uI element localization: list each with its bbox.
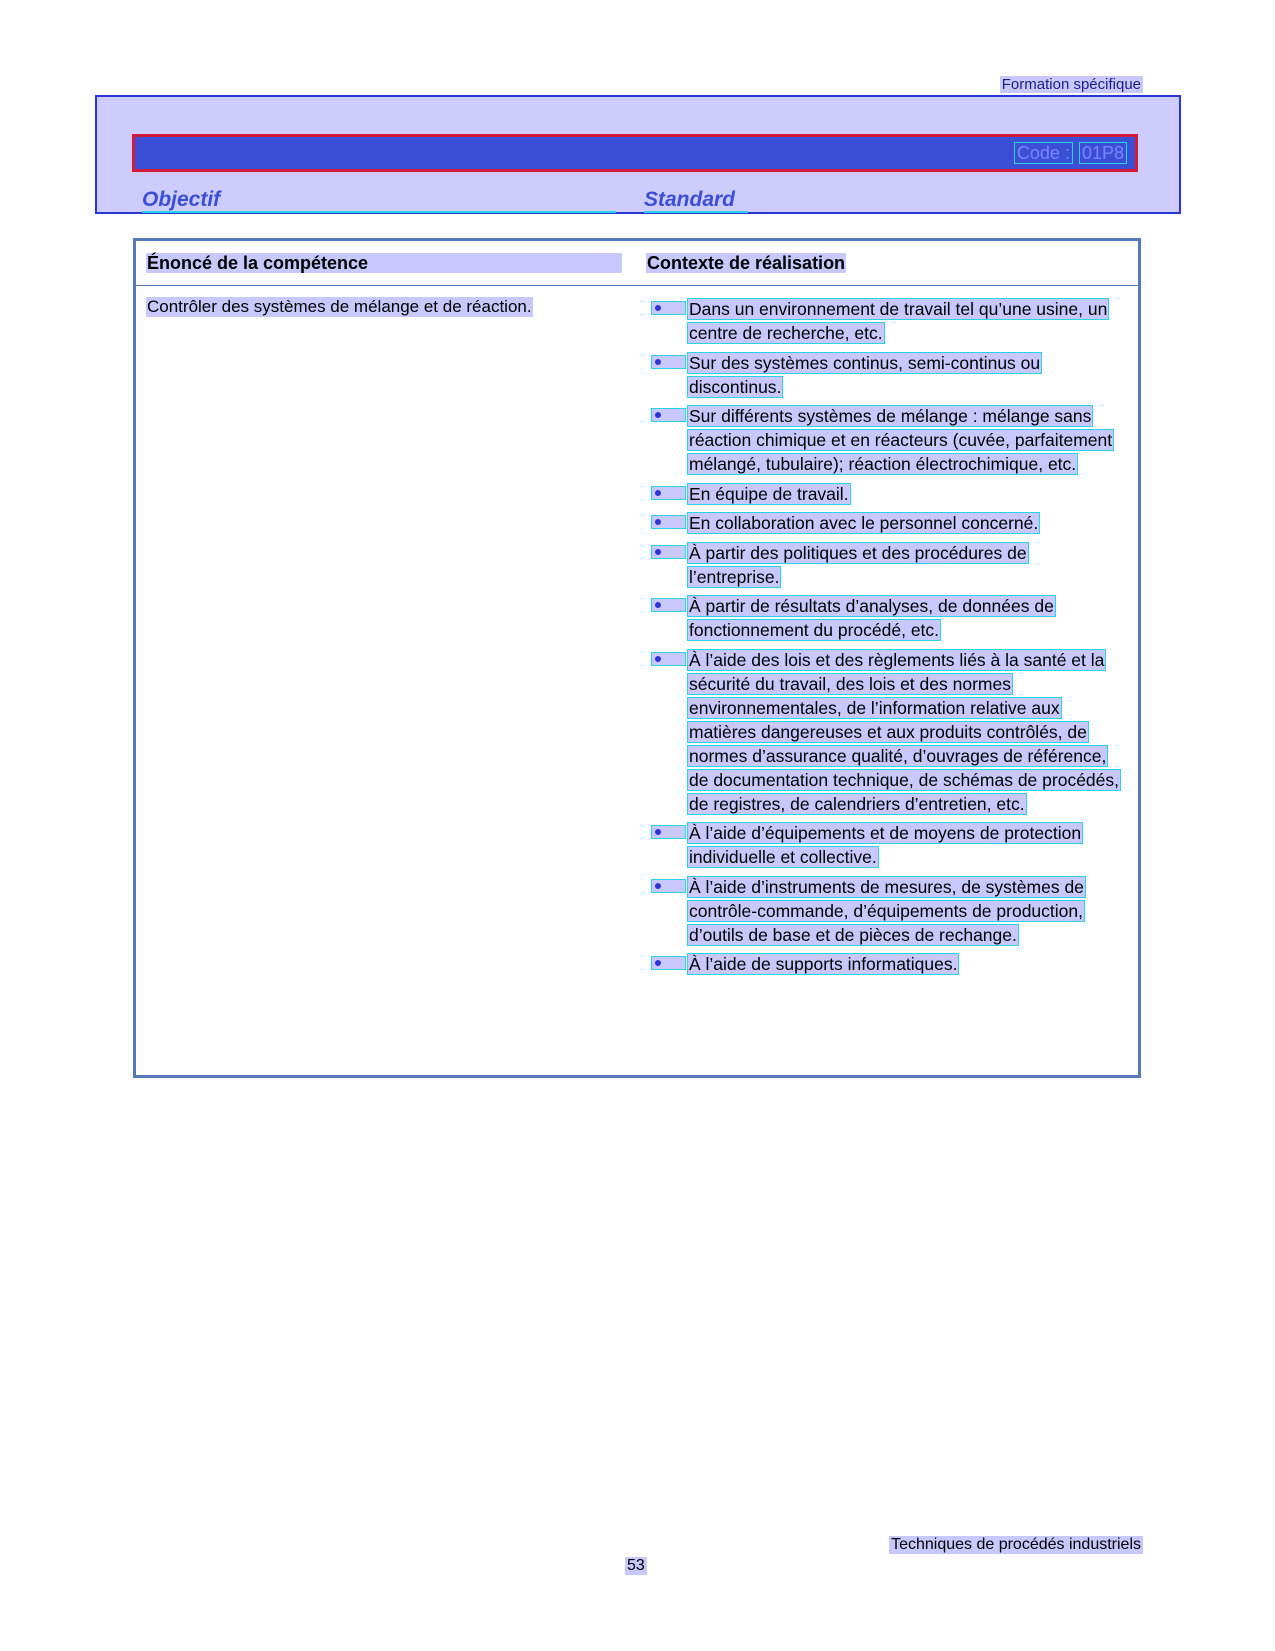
- context-item-text: Sur différents systèmes de mélange : mélange sans réaction chimique et en réacteurs (cuvée, parfaitement mélangé, tubulaire); réaction électrochimique, etc.: [689, 406, 1113, 474]
- context-item-text: Dans un environnement de travail tel qu’une usine, un centre de recherche, etc.: [689, 299, 1108, 343]
- bullet-icon: [651, 545, 686, 559]
- bullet-icon: [651, 486, 686, 500]
- bullet-icon: [651, 825, 686, 839]
- bullet-icon: [651, 355, 686, 369]
- bullet-icon: [651, 956, 686, 970]
- context-item-text: En collaboration avec le personnel concerné.: [689, 513, 1039, 533]
- list-item: [651, 511, 1121, 535]
- competency-title-bar: [132, 134, 1138, 172]
- bullet-icon: [651, 408, 686, 422]
- bullet-icon: [651, 879, 686, 893]
- list-item: [651, 541, 1121, 589]
- section-labels: [142, 189, 1142, 213]
- contexte-column-header: Contexte de réalisation: [647, 253, 846, 273]
- list-item: [651, 482, 1121, 506]
- list-item: [651, 594, 1121, 642]
- standard-heading: Standard: [644, 189, 748, 213]
- table-header-row: [136, 241, 1138, 286]
- code-value: 01P8: [1079, 142, 1127, 164]
- list-item: [651, 821, 1121, 869]
- list-item: [651, 404, 1121, 476]
- context-item-text: En équipe de travail.: [689, 483, 849, 504]
- footer-program-label: Techniques de procédés industriels: [891, 1536, 1141, 1553]
- context-item-text: Sur des systèmes continus, semi-continus ou discontinus.: [689, 352, 1041, 397]
- code-group: [1014, 142, 1127, 164]
- list-item: [651, 351, 1121, 399]
- list-item: [651, 297, 1121, 345]
- page-number: 53: [627, 1557, 645, 1574]
- context-list: [651, 297, 1121, 982]
- competency-header-box: [95, 95, 1181, 214]
- code-label: Code :: [1014, 142, 1073, 164]
- bullet-icon: [651, 301, 686, 315]
- enonce-column-header: Énoncé de la compétence: [146, 253, 622, 273]
- list-item: [651, 648, 1121, 816]
- header-label: Formation spécifique: [1001, 76, 1141, 93]
- bullet-icon: [651, 652, 686, 666]
- context-item-text: À l’aide d’équipements et de moyens de protection individuelle et collective.: [689, 823, 1082, 867]
- context-item-text: À l’aide d’instruments de mesures, de systèmes de contrôle-commande, d’équipements de production, d’outils de base et de pièces de rechange.: [689, 876, 1084, 945]
- competency-table: [133, 238, 1141, 1078]
- context-item-text: À l’aide de supports informatiques.: [689, 954, 958, 974]
- bullet-icon: [651, 598, 686, 612]
- objectif-heading: Objectif: [142, 189, 616, 213]
- list-item: [651, 875, 1121, 947]
- bullet-icon: [651, 515, 686, 529]
- competency-statement: Contrôler des systèmes de mélange et de réaction.: [147, 297, 532, 316]
- context-item-text: À partir des politiques et des procédures de l’entreprise.: [689, 542, 1027, 587]
- context-item-text: À partir de résultats d’analyses, de données de fonctionnement du procédé, etc.: [689, 596, 1054, 640]
- context-item-text: À l’aide des lois et des règlements liés à la santé et la sécurité du travail, des lois et des normes environnementales, de l’information relative aux matières dangereuses et aux produits contrôlés, de normes d’assurance qualité, d’ouvrages de référence, de documentation technique, de schémas de procédés, de registres, de calendriers d’entretien, etc.: [689, 649, 1120, 814]
- list-item: [651, 952, 1121, 976]
